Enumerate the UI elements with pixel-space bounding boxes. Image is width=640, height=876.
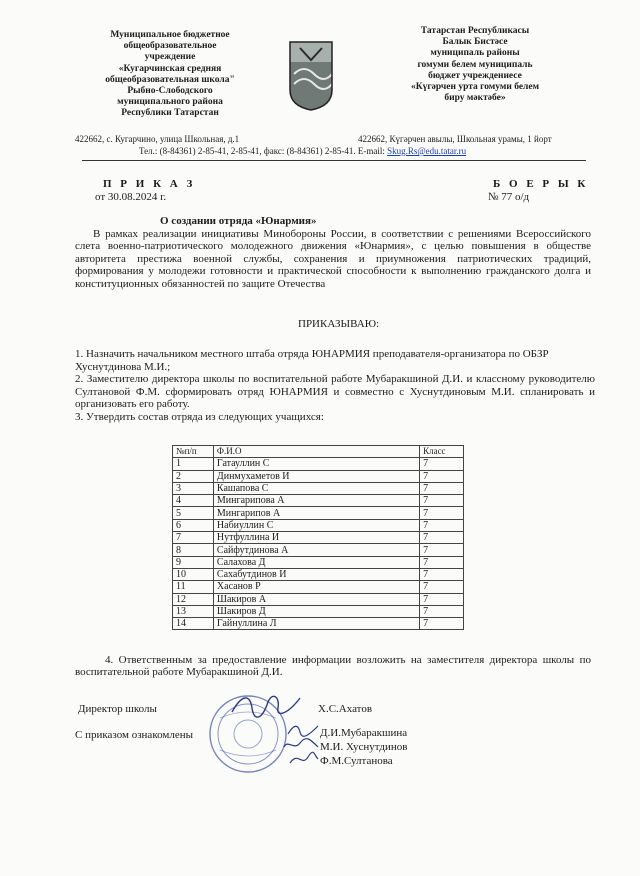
- cell-number: 10: [173, 568, 214, 580]
- cell-number: 1: [173, 458, 214, 470]
- header-name: Ф.И.О: [213, 446, 419, 458]
- cell-class: 7: [420, 495, 464, 507]
- acknowledged-name: Д.И.Мубаракшина: [320, 727, 408, 739]
- header-right-line: гомуми белем муниципаль: [417, 59, 533, 70]
- table-row: [173, 544, 464, 556]
- order-word: ПРИКАЗЫВАЮ:: [298, 318, 380, 330]
- acknowledged-label: С приказом ознакомлены: [75, 729, 194, 741]
- order-item-3: 3. Утвердить состав отряда из следующих учащихся:: [75, 410, 324, 423]
- table-row: [173, 581, 464, 593]
- cell-name: Динмухаметов И: [213, 470, 419, 482]
- cell-name: Гатауллин С: [213, 458, 419, 470]
- cell-name: Салахова Д: [213, 556, 419, 568]
- director-label: Директор школы: [78, 703, 157, 715]
- header-number: №п/п: [173, 446, 214, 458]
- order-item-4: 4. Ответственным за предоставление информации возложить на заместителя директора школы по воспитательной работе Мубаракшиной Д.И.: [75, 654, 591, 679]
- acknowledged-name: М.И. Хуснутдинов: [320, 741, 408, 753]
- cell-class: 7: [420, 458, 464, 470]
- email-link[interactable]: Skug.Rs@edu.tatar.ru: [387, 146, 467, 156]
- cell-number: 2: [173, 470, 214, 482]
- table-row: [173, 618, 464, 630]
- table-row: [173, 556, 464, 568]
- table-row: [173, 605, 464, 617]
- header-left-line: «Кугарчинская средняя: [118, 63, 222, 74]
- order-title-tt: Б О Е Р Ы К: [493, 178, 589, 190]
- table-row: [173, 482, 464, 494]
- table-header-row: [173, 446, 464, 458]
- header-right-line: Татарстан Республикасы: [420, 26, 530, 36]
- order-preamble: [75, 228, 591, 290]
- cell-class: 7: [420, 605, 464, 617]
- cell-name: Кашапова С: [213, 482, 419, 494]
- cell-number: 14: [173, 618, 214, 630]
- order-date: от 30.08.2024 г.: [95, 191, 167, 203]
- signature-sultanova-icon: [288, 751, 320, 767]
- header-left-org: [90, 30, 250, 120]
- cell-class: 7: [420, 618, 464, 630]
- cell-number: 3: [173, 482, 214, 494]
- header-left-line: муниципального района: [117, 97, 223, 108]
- header-left-line: общеобразовательная школа": [105, 74, 235, 85]
- cell-name: Шакиров Д: [213, 605, 419, 617]
- cell-class: 7: [420, 532, 464, 544]
- district-emblem-icon: [288, 40, 334, 112]
- order-items: [75, 348, 595, 423]
- table-row: [173, 507, 464, 519]
- cell-class: 7: [420, 581, 464, 593]
- cell-class: 7: [420, 556, 464, 568]
- table-row: [173, 568, 464, 580]
- cell-name: Мингарипова А: [213, 495, 419, 507]
- cell-number: 11: [173, 581, 214, 593]
- cell-name: Гайнуллина Л: [213, 618, 419, 630]
- header-left-line: Муниципальное бюджетное: [110, 30, 230, 40]
- order-title-ru: П Р И К А З: [103, 178, 196, 190]
- cell-class: 7: [420, 470, 464, 482]
- cell-name: Шакиров А: [213, 593, 419, 605]
- table-row: [173, 519, 464, 531]
- header-right-line: Балык Бистәсе: [442, 37, 508, 48]
- header-left-line: общеобразовательное: [123, 41, 217, 52]
- header-left-line: Республики Татарстан: [121, 108, 219, 119]
- cell-class: 7: [420, 544, 464, 556]
- header-class: Класс: [420, 446, 464, 458]
- cell-name: Хасанов Р: [213, 581, 419, 593]
- table-row: [173, 593, 464, 605]
- table-row: [173, 458, 464, 470]
- cell-class: 7: [420, 568, 464, 580]
- signature-mubarakshina-icon: [286, 722, 320, 738]
- contact-line: [139, 146, 466, 156]
- cell-name: Сайфутдинова А: [213, 544, 419, 556]
- order-item-1: 1. Назначить начальником местного штаба отряда ЮНАРМИЯ преподавателя-организатора по ОБЗР Хуснутдинова М.И.;: [75, 348, 549, 373]
- address-right: 422662, Күгәрчен авылы, Школьная урамы, 1 йорт: [358, 134, 552, 144]
- cell-number: 12: [173, 593, 214, 605]
- table-row: [173, 495, 464, 507]
- director-signature-icon: [228, 690, 308, 722]
- header-right-line: биру мәктәбе»: [444, 93, 506, 104]
- table-row: [173, 532, 464, 544]
- cell-number: 5: [173, 507, 214, 519]
- students-table: [172, 445, 464, 630]
- cell-class: 7: [420, 519, 464, 531]
- header-divider: [82, 160, 586, 161]
- header-right-org: [385, 26, 565, 104]
- cell-class: 7: [420, 593, 464, 605]
- table-row: [173, 470, 464, 482]
- header-right-line: бюджет учреждениесе: [428, 70, 522, 81]
- cell-number: 7: [173, 532, 214, 544]
- cell-number: 8: [173, 544, 214, 556]
- cell-number: 9: [173, 556, 214, 568]
- cell-number: 4: [173, 495, 214, 507]
- header-left-line: Рыбно-Слободского: [127, 86, 213, 97]
- order-subject: О создании отряда «Юнармия»: [160, 215, 317, 227]
- cell-class: 7: [420, 482, 464, 494]
- address-left: 422662, с. Кугарчино, улица Школьная, д.1: [75, 134, 240, 144]
- order-item-2: 2. Заместителю директора школы по воспитательной работе Мубаракшиной Д.И. и классному руководителю Султановой Ф.М. сформировать отряд ЮНАРМИЯ и совместно с Хуснутдиновым М.И. спланировать и организовать его работу.: [75, 373, 595, 410]
- director-name: Х.С.Ахатов: [318, 703, 373, 715]
- header-right-line: муниципаль районы: [430, 48, 520, 59]
- cell-number: 13: [173, 605, 214, 617]
- cell-name: Мингарипов А: [213, 507, 419, 519]
- header-left-line: учреждение: [144, 52, 196, 63]
- cell-class: 7: [420, 507, 464, 519]
- cell-name: Сахабутдинов И: [213, 568, 419, 580]
- preamble-text: В рамках реализации инициативы Минобороны России, в соответствии с решениями Всероссийского слета военно-патриотического молодежного движения «Юнармия», с целью повышения в обществе авторитета престижа военной службы, сохранения и приумножения патриотических традиций, формирования у молодежи готовности и практической способности к выполнению гражданского долга и конституционных обязанностей по защите Отечества: [75, 228, 591, 290]
- cell-name: Нутфуллина И: [213, 532, 419, 544]
- cell-name: Набиуллин С: [213, 519, 419, 531]
- order-number: № 77 о/д: [488, 191, 530, 203]
- header-right-line: «Күгәрчен урта гомуми белем: [410, 82, 540, 93]
- phone-text: Тел.: (8-84361) 2-85-41, 2-85-41, факс: (8-84361) 2-85-41. E-mail:: [139, 146, 385, 156]
- cell-number: 6: [173, 519, 214, 531]
- acknowledged-name: Ф.М.Султанова: [320, 755, 393, 767]
